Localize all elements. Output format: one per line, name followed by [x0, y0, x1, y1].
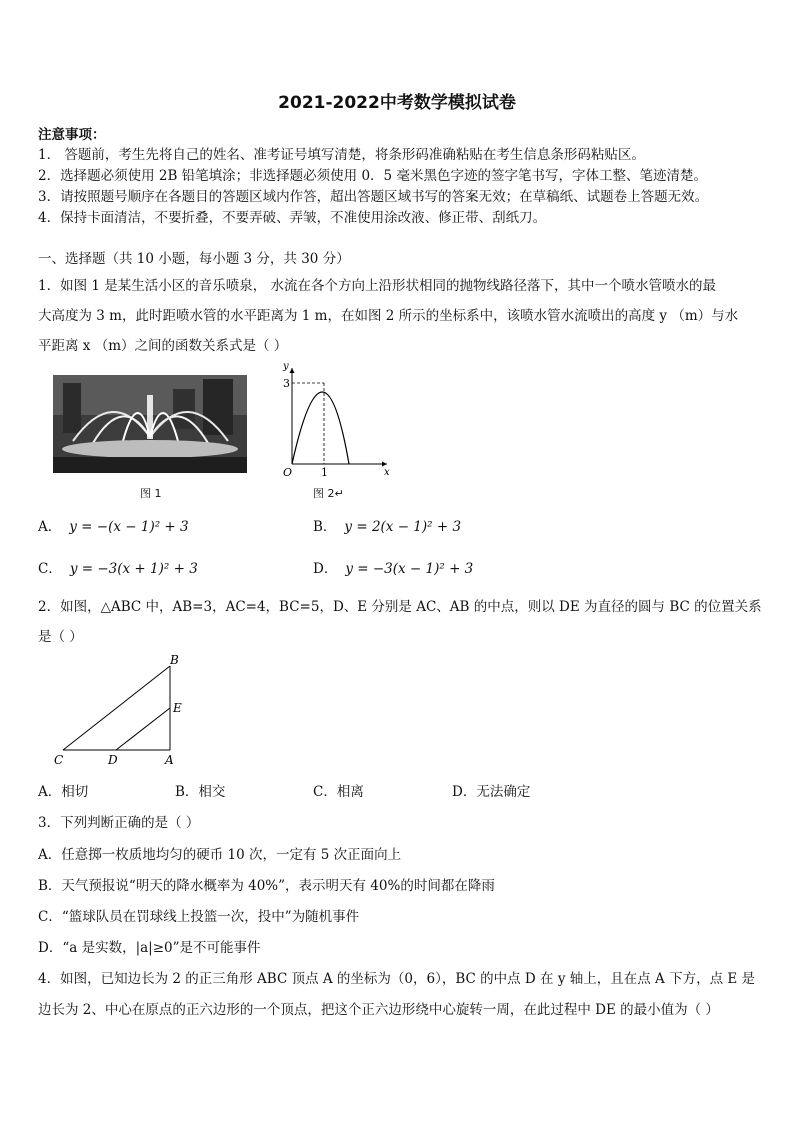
- side-cb: [63, 666, 170, 750]
- option-formula: y = −(x − 1)² + 3: [69, 519, 189, 535]
- option-formula: y = −3(x − 1)² + 3: [345, 561, 474, 577]
- x-axis-label: x: [384, 467, 390, 478]
- option-formula: y = 2(x − 1)² + 3: [344, 519, 462, 535]
- q1-option-a[interactable]: [38, 515, 189, 535]
- point-b-label: B: [170, 653, 179, 667]
- q1-option-b[interactable]: [313, 515, 461, 535]
- option-label: C．: [38, 561, 62, 577]
- point-e-label: E: [173, 701, 182, 715]
- origin-label: O: [283, 466, 293, 479]
- page-title: 2021-2022中考数学模拟试卷: [278, 93, 516, 113]
- notice-item: 4．保持卡面清洁，不要折叠，不要弄破、弄皱，不准使用涂改液、修正带、刮纸刀。: [38, 210, 547, 226]
- tick-label-1: 1: [321, 466, 328, 479]
- notice-item: 3．请按照题号顺序在各题目的答题区域内作答，超出答题区域书写的答案无效；在草稿纸、试题卷上答题无效。: [38, 189, 709, 205]
- option-label: D．: [313, 561, 338, 577]
- point-c-label: C: [54, 753, 64, 767]
- parabola-graph: [277, 362, 392, 484]
- notice-item: 1． 答题前，考生先将自己的姓名、准考证号填写清楚，将条形码准确粘贴在考生信息条形码粘贴区。: [38, 147, 645, 163]
- segment-de: [116, 708, 170, 750]
- q2-line: 是（ ）: [38, 629, 83, 645]
- figure-2-caption: 图 2↵: [313, 487, 344, 500]
- q3-option-a[interactable]: A．任意掷一枚质地均匀的硬币 10 次，一定有 5 次正面向上: [38, 847, 402, 863]
- q2-option-c[interactable]: C．相离: [313, 784, 364, 800]
- option-label: B．: [313, 519, 337, 535]
- q1-option-d[interactable]: [313, 557, 473, 577]
- q1-line: 大高度为 3 m，此时距喷水管的水平距离为 1 m，在如图 2 所示的坐标系中，该喷水管水流喷出的高度 y （m）与水: [38, 308, 739, 324]
- q2-line: 2．如图，△ABC 中，AB=3，AC=4，BC=5，D、E 分别是 AC、AB 的中点，则以 DE 为直径的圆与 BC 的位置关系: [38, 599, 762, 615]
- q4-line: 4．如图，已知边长为 2 的正三角形 ABC 顶点 A 的坐标为（0，6），BC 的中点 D 在 y 轴上，且在点 A 下方，点 E 是: [38, 971, 756, 987]
- figure-1-caption: 图 1: [140, 487, 162, 500]
- q1-option-c[interactable]: [38, 557, 198, 577]
- point-a-label: A: [165, 753, 174, 767]
- q2-option-a[interactable]: A．相切: [38, 784, 89, 800]
- fountain-photo: [53, 375, 247, 473]
- q1-line: 1．如图 1 是某生活小区的音乐喷泉， 水流在各个方向上沿形状相同的抛物线路径落下，其中一个喷水管喷水的最: [38, 278, 717, 294]
- q3-option-b[interactable]: B．天气预报说“明天的降水概率为 40%”，表示明天有 40%的时间都在降雨: [38, 878, 495, 894]
- notice-heading: 注意事项：: [38, 127, 106, 143]
- option-formula: y = −3(x + 1)² + 3: [69, 561, 198, 577]
- y-axis-label: y: [283, 362, 289, 372]
- parabola-curve: [292, 392, 349, 464]
- section-heading: 一、选择题（共 10 小题，每小题 3 分，共 30 分）: [38, 251, 350, 267]
- tick-label-3: 3: [283, 377, 290, 390]
- x-axis-arrow: [382, 462, 387, 467]
- q1-line: 平距离 x （m）之间的函数关系式是（ ）: [38, 338, 288, 354]
- q3-option-d[interactable]: D．“a 是实数，|a|≥0”是不可能事件: [38, 940, 261, 956]
- q2-option-d[interactable]: D．无法确定: [452, 784, 531, 800]
- q3-option-c[interactable]: C．“篮球队员在罚球线上投篮一次，投中”为随机事件: [38, 909, 360, 925]
- option-label: A．: [38, 519, 62, 535]
- q2-option-b[interactable]: B．相交: [175, 784, 226, 800]
- y-axis-arrow: [290, 368, 295, 373]
- notice-item: 2．选择题必须使用 2B 铅笔填涂；非选择题必须使用 0．5 毫米黑色字迹的签字笔书写，字体工整、笔迹清楚。: [38, 168, 707, 184]
- triangle-figure: [50, 652, 190, 768]
- q3-stem: 3．下列判断正确的是（ ）: [38, 815, 200, 831]
- point-d-label: D: [108, 753, 118, 767]
- q4-line: 边长为 2、中心在原点的正六边形的一个顶点，把这个正六边形绕中心旋转一周，在此过程中 DE 的最小值为（ ）: [38, 1002, 719, 1018]
